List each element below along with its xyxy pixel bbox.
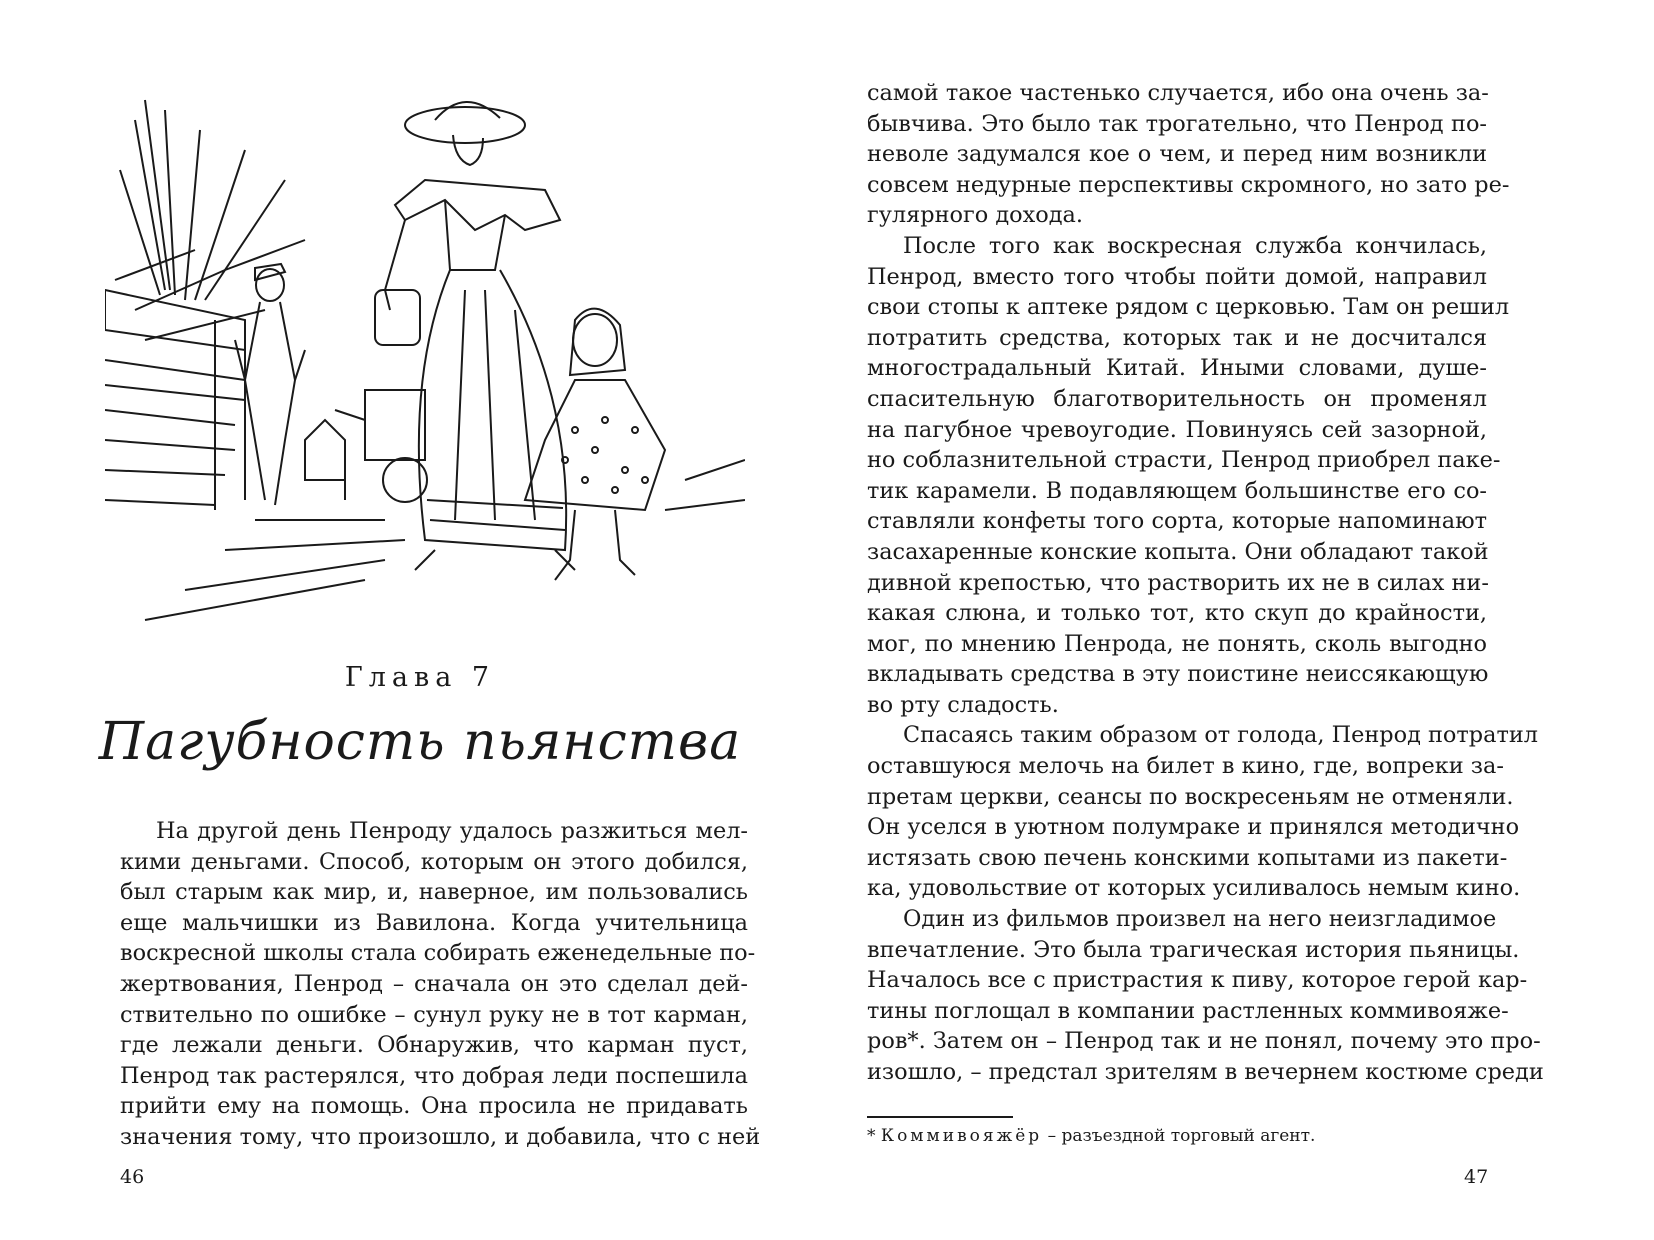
text-line: но соблазнительной страсти, Пенрод приобрел паке- — [867, 447, 1501, 474]
text-line: На другой день Пенроду удалось разжиться мел- — [156, 818, 748, 844]
chapter-illustration — [105, 80, 745, 640]
footnote-term: Коммивояжёр — [880, 1126, 1043, 1146]
text-line: кими деньгами. Способ, которым он этого добился, — [120, 848, 748, 875]
text-line: После того как воскресная служба кончилась, — [903, 232, 1487, 259]
text-line: совсем недурные перспективы скромного, но зато ре- — [867, 171, 1510, 198]
text-line: свои стопы к аптеке рядом с церковью. Там он решил — [867, 294, 1510, 321]
text-line: неволе задумался кое о чем, и перед ним возникли — [867, 141, 1487, 168]
text-line: претам церкви, сеансы по воскресеньям не отменяли. — [867, 783, 1514, 810]
text-line: Он уселся в уютном полумраке и принялся методично — [867, 814, 1520, 841]
text-line: воскресной школы стала собирать еженедельные по- — [120, 940, 756, 967]
text-line: засахаренные конские копыта. Они обладают такой — [867, 538, 1489, 565]
text-line: гулярного дохода. — [867, 202, 1083, 229]
text-line: какая слюна, и только тот, кто скуп до крайности, — [867, 600, 1487, 627]
chapter-number: Глава 7 — [344, 662, 496, 693]
footnote-rule — [867, 1116, 1013, 1118]
text-line: Пенрод, вместо того чтобы пойти домой, направил — [867, 263, 1487, 290]
text-line: потратить средства, которых так и не досчитался — [867, 324, 1487, 351]
text-line: вкладывать средства в эту поистине неиссякающую — [867, 661, 1489, 688]
text-line: Один из фильмов произвел на него неизгладимое — [903, 906, 1497, 933]
text-line: ров*. Затем он – Пенрод так и не понял, почему это про- — [867, 1028, 1541, 1055]
right-body-text — [867, 78, 1544, 1088]
text-line: на пагубное чревоугодие. Повинуясь сей зазорной, — [867, 416, 1487, 443]
text-line: ка, удовольствие от которых усиливалось немым кино. — [867, 875, 1521, 902]
text-line: тик карамели. В подавляющем большинстве его со- — [867, 477, 1487, 504]
text-line: где лежали деньги. Обнаружив, что карман пуст, — [120, 1032, 748, 1059]
text-line: бывчива. Это было так трогательно, что Пенрод по- — [867, 110, 1487, 137]
page-number-right: 47 — [1464, 1166, 1489, 1188]
text-line: прийти ему на помощь. Она просила не придавать — [120, 1093, 748, 1120]
text-line: впечатление. Это была трагическая история пьяницы. — [867, 936, 1520, 963]
text-line: ствительно по ошибке – сунул руку не в тот карман, — [120, 1001, 748, 1028]
right-page — [827, 0, 1654, 1240]
text-line: ставляли конфеты того сорта, которые напоминают — [867, 508, 1487, 535]
chapter-title: Пагубность пьянства — [98, 712, 742, 772]
text-line: многострадальный Китай. Иными словами, душе- — [867, 355, 1487, 382]
text-line: тины поглощал в компании растленных коммивояже- — [867, 997, 1509, 1024]
text-line: был старым как мир, и, наверное, им пользовались — [120, 879, 748, 906]
text-line: жертвования, Пенрод – сначала он это сделал дей- — [120, 970, 748, 997]
text-line: дивной крепостью, что растворить их не в силах ни- — [867, 569, 1489, 596]
page-number-left: 46 — [120, 1166, 145, 1188]
text-line: Спасаясь таким образом от голода, Пенрод потратил — [903, 722, 1539, 749]
text-line: Пенрод так растерялся, что добрая леди поспешила — [120, 1062, 748, 1089]
text-line: мог, по мнению Пенрода, не понять, сколь выгодно — [867, 630, 1487, 657]
left-body-text — [120, 816, 761, 1153]
text-line: самой такое частенько случается, ибо она очень за- — [867, 80, 1489, 106]
text-line: значения тому, что произошло, и добавила, что с ней — [120, 1123, 761, 1150]
footnote-marker: * — [867, 1126, 876, 1146]
text-line: Началось все с пристрастия к пиву, которое герой кар- — [867, 967, 1528, 994]
text-line: истязать свою печень конскими копытами из пакети- — [867, 844, 1508, 871]
footnote-text: – разъездной торговый агент. — [1047, 1126, 1316, 1146]
text-line: изошло, – предстал зрителям в вечернем костюме среди — [867, 1059, 1544, 1085]
text-line: спасительную благотворительность он променял — [867, 385, 1487, 412]
footnote — [867, 1126, 1315, 1146]
text-line: во рту сладость. — [867, 691, 1059, 718]
text-line: оставшуюся мелочь на билет в кино, где, вопреки за- — [867, 753, 1504, 780]
text-line: еще мальчишки из Вавилона. Когда учительница — [120, 909, 748, 936]
